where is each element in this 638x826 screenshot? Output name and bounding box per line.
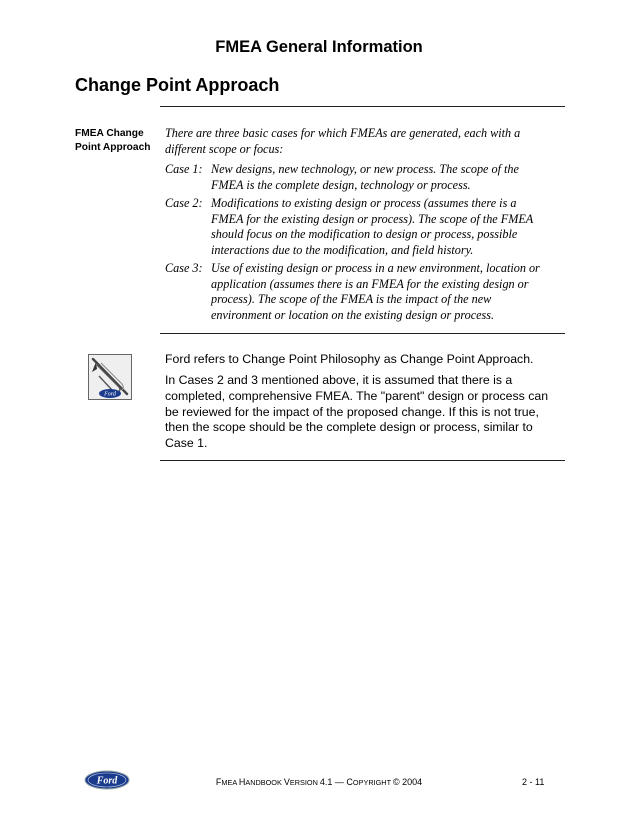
sidebar-label-line: FMEA Change [75,128,144,139]
case-line: should focus on the modification to design or process, possible [211,227,518,242]
paperclip-note-icon [88,354,132,400]
footer-text-part: F [215,777,222,787]
case-text [211,261,560,324]
case-line: FMEA is the complete design, technology or process. [211,177,471,192]
note-line: completed, comprehensive FMEA. The "parent" design or process can [165,388,549,403]
case-line: Modifications to existing design or process (assumes there is a [211,196,517,210]
note-line: Case 1. [165,436,208,451]
case-label: Case 2: [165,196,203,210]
footer-text-part: ERSION [289,778,320,787]
sidebar-label [75,127,160,155]
footer-text-part: MEA [221,778,239,787]
divider-bottom [160,460,565,461]
footer-text-part: © 2004 [392,777,423,787]
intro-line: There are three basic cases for which FMEAs are generated, each with a [165,126,521,140]
divider-middle [160,333,565,334]
case-line: environment or location on the existing design or process. [211,308,495,323]
footer-text-part: C [346,777,353,787]
case-line: Use of existing design or process in a new environment, location or [211,261,540,275]
case-item [165,162,560,193]
footer-text-part: ANDBOOK [245,778,284,787]
case-label: Case 3: [165,261,203,275]
ford-logo-text: Ford [96,775,118,787]
case-item [165,196,560,259]
case-line: interactions due to the modification, and field history. [211,243,474,258]
case-line: FMEA for the existing design or process). The scope of the FMEA [211,211,534,226]
note-paragraph [165,373,565,452]
footer-text-part: H [238,777,246,787]
footer-text-part: 4.1 — [319,777,347,787]
section-title: Change Point Approach [75,75,280,95]
footer-text-part: V [283,777,290,787]
note-line: then the scope should be the complete design or process, similar to [165,420,533,435]
note-line: In Cases 2 and 3 mentioned above, it is assumed that there is a [165,373,513,387]
case-text [211,196,560,259]
note-line: be reviewed for the impact of the proposed change. If this is not true, [165,404,539,419]
case-item [165,261,560,324]
divider-top [160,106,565,107]
sidebar-label-line: Point Approach [75,142,151,153]
case-line: New designs, new technology, or new process. The scope of the [211,162,519,176]
note-paragraph: Ford refers to Change Point Philosophy as Change Point Approach. [165,352,534,366]
page-header: FMEA General Information [215,38,423,56]
case-text [211,162,560,193]
intro-paragraph [165,126,560,157]
intro-line: different scope or focus: [165,141,284,156]
ford-badge-text: Ford [104,391,116,398]
case-line: application (assumes there is an FMEA for the existing design or [211,276,529,291]
case-line: process). The scope of the FMEA is the impact of the new [211,292,492,307]
footer-text-part: OPYRIGHT [352,778,393,787]
case-label: Case 1: [165,162,203,176]
page-number: 2 - 11 [522,777,545,787]
